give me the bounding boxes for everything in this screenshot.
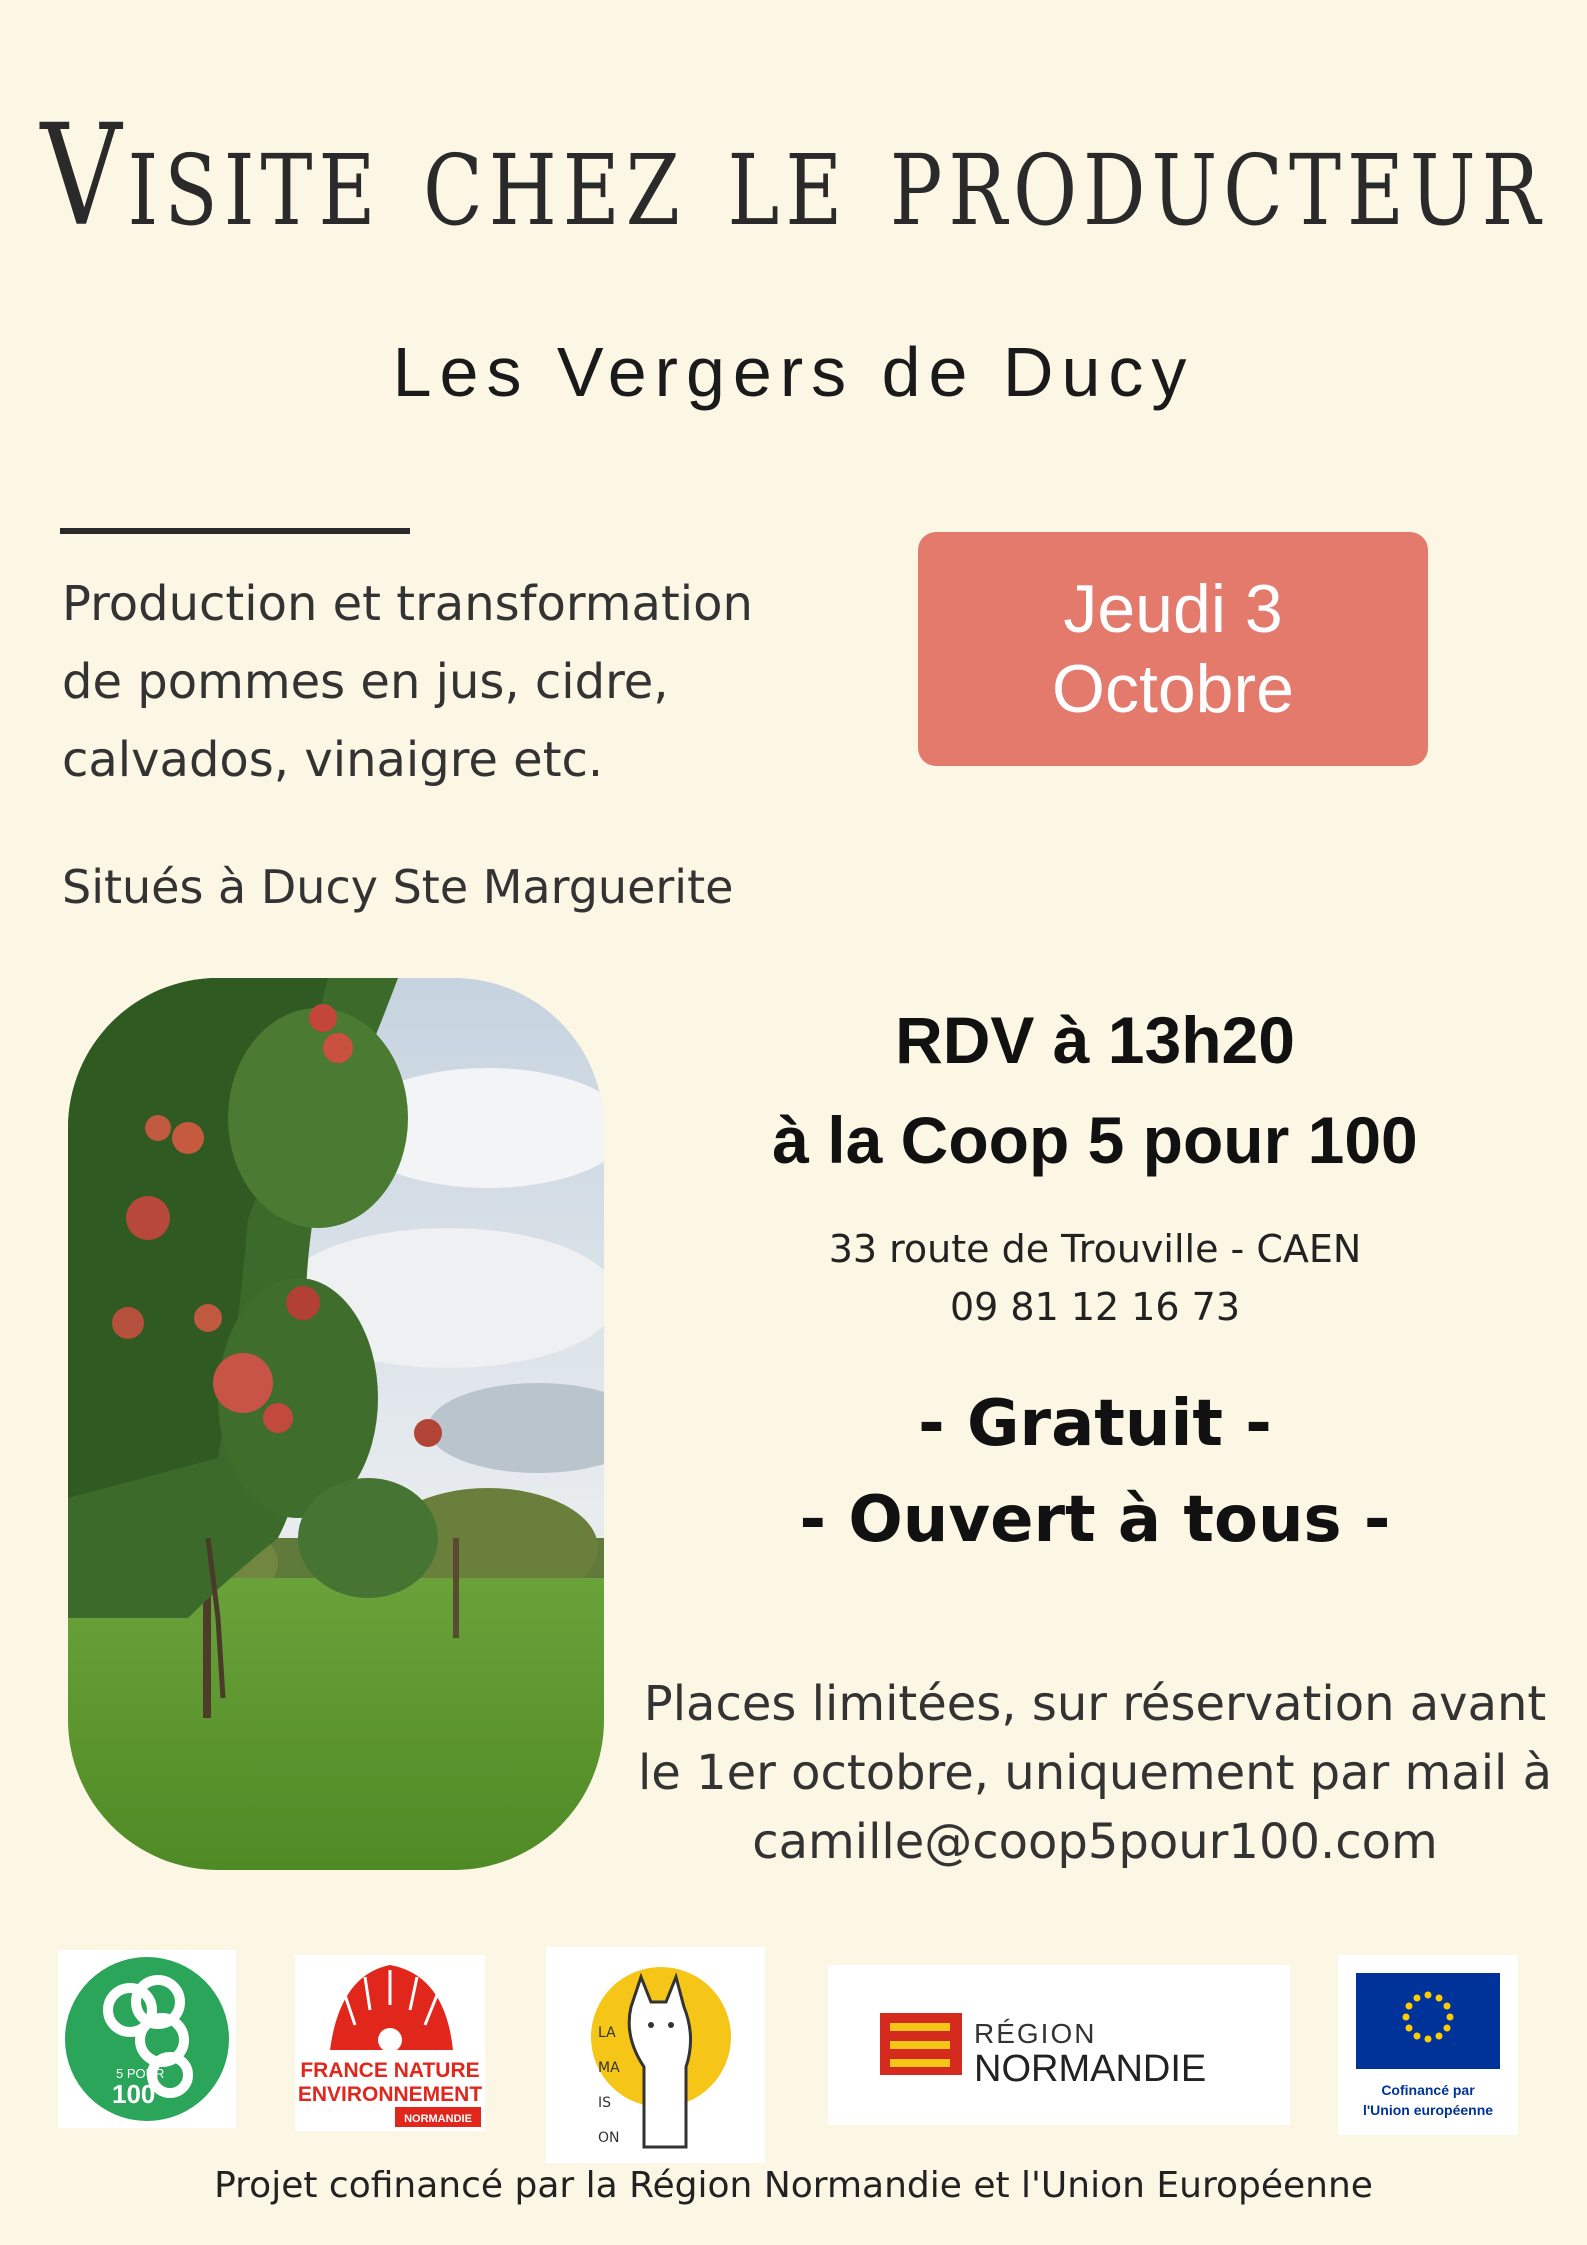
eu-line1: Cofinancé par	[1381, 2082, 1475, 2098]
date-badge	[918, 532, 1428, 766]
coop-logo-text2: 100	[112, 2079, 156, 2109]
coop-5-pour-100-logo	[58, 1950, 236, 2128]
orchard-photo	[68, 978, 604, 1870]
description	[62, 565, 862, 799]
la-maison-logo-mark	[546, 1947, 765, 2163]
region-line2: NORMANDIE	[974, 2048, 1207, 2090]
reservation-line: Places limitées, sur réservation avant	[643, 1676, 1547, 1732]
phone-number: 09 81 12 16 73	[949, 1285, 1241, 1329]
address: 33 route de Trouville - CAEN	[828, 1227, 1362, 1271]
fne-logo-mark	[295, 1955, 485, 2131]
open-to-all-label: - Ouvert à tous -	[799, 1483, 1391, 1557]
la-maison-letters-3: IS	[598, 2095, 612, 2111]
description-line: Production et transformation	[62, 576, 753, 632]
region-normandie-logo-mark	[828, 1965, 1290, 2125]
region-normandie-logo	[828, 1965, 1290, 2125]
fne-region: NORMANDIE	[404, 2113, 472, 2125]
date-day: Jeudi 3	[1063, 571, 1283, 647]
meeting-place: à la Coop 5 pour 100	[772, 1103, 1418, 1177]
region-line1: RÉGION	[974, 2018, 1097, 2049]
eu-cofinanced-logo	[1338, 1955, 1518, 2135]
coop-logo-text1: 5 POUR	[116, 2066, 165, 2081]
description-line: de pommes en jus, cidre,	[62, 654, 669, 710]
eu-line2: l'Union européenne	[1362, 2102, 1494, 2118]
fne-line1: FRANCE NATURE	[300, 2059, 480, 2082]
la-maison-letters-1: LA	[598, 2025, 616, 2041]
la-maison-letters-2: MA	[598, 2060, 620, 2076]
meeting-info	[630, 990, 1560, 1568]
reservation-email[interactable]: camille@coop5pour100.com	[752, 1814, 1438, 1870]
la-maison-letters-4: ON	[598, 2130, 620, 2146]
location-text: Situés à Ducy Ste Marguerite	[62, 860, 734, 914]
la-maison-logo	[546, 1947, 765, 2163]
apple-tree-image	[68, 978, 604, 1870]
producer-name: Les Vergers de Ducy	[392, 333, 1195, 411]
description-line: calvados, vinaigre etc.	[62, 732, 604, 788]
reservation-line: le 1er octobre, uniquement par mail à	[637, 1745, 1553, 1801]
free-label: - Gratuit -	[918, 1387, 1272, 1461]
eu-flag-icon	[1338, 1955, 1518, 2135]
page-title: Visite chez le producteur	[40, 95, 1547, 258]
footer-credit: Projet cofinancé par la Région Normandie et l'Union Européenne	[214, 2165, 1373, 2206]
reservation-info	[610, 1670, 1580, 1877]
date-month: Octobre	[1052, 651, 1294, 727]
meeting-time: RDV à 13h20	[895, 1003, 1295, 1077]
divider	[60, 528, 410, 534]
fne-line2: ENVIRONNEMENT	[297, 2083, 483, 2106]
coop-logo-mark	[58, 1950, 236, 2128]
france-nature-environnement-logo	[295, 1955, 485, 2131]
